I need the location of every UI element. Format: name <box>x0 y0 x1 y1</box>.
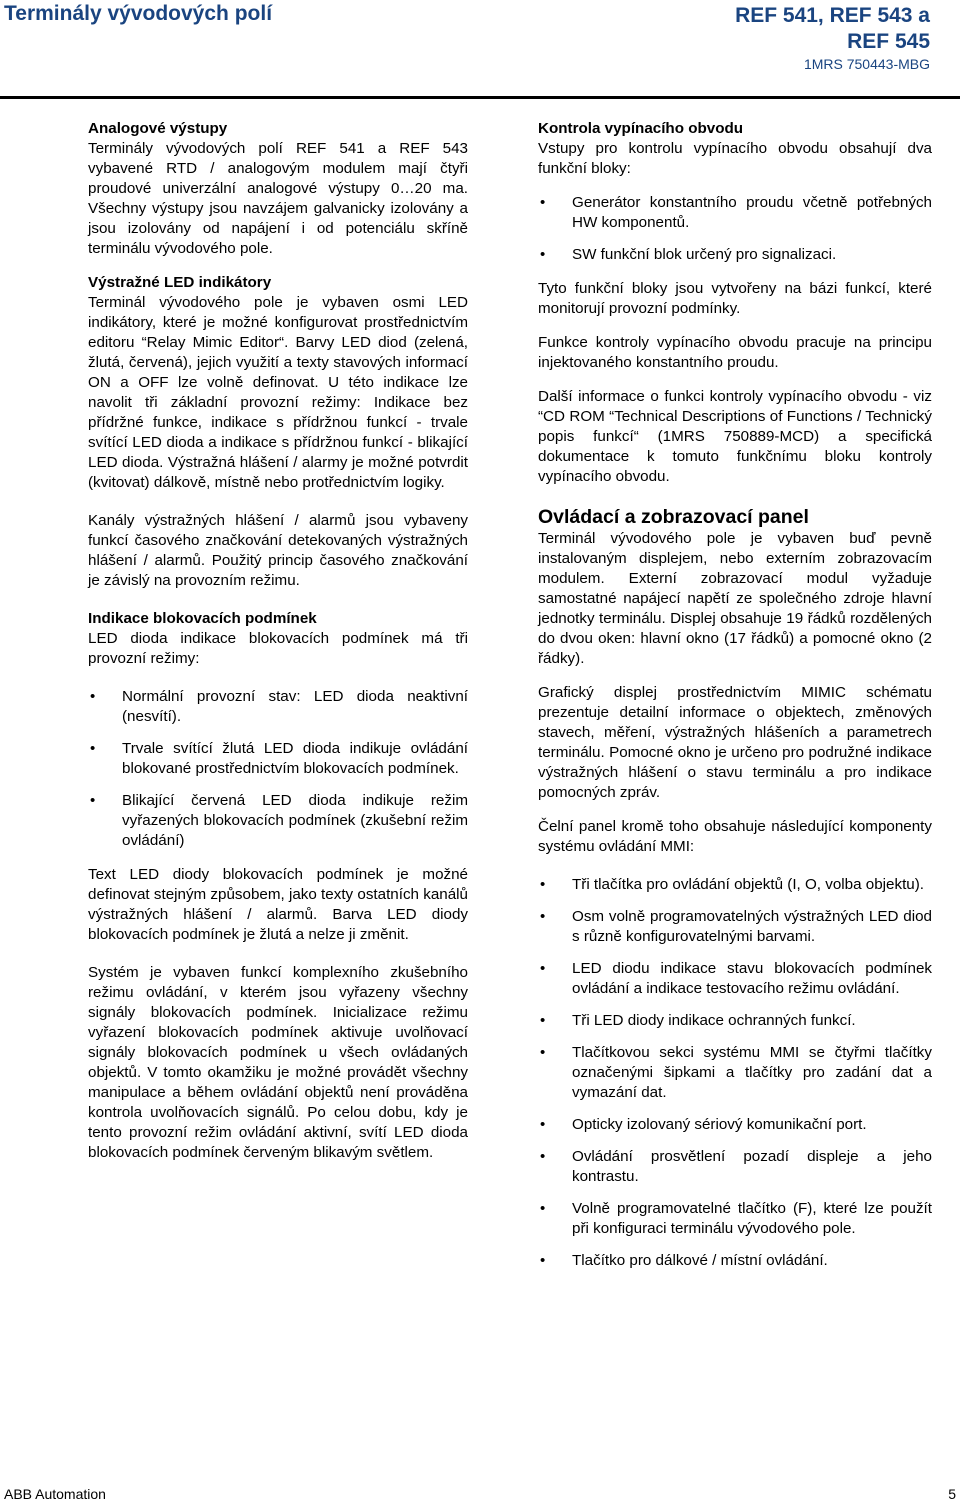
document-id: 1MRS 750443-MBG <box>803 56 930 72</box>
analog-outputs-heading: Analogové výstupy <box>88 120 228 137</box>
trip-circuit-list <box>538 193 932 265</box>
trip-circuit-text-3: Další informace o funkci kontroly vypínacího obvodu - viz “CD ROM “Technical Descriptions of Functions / Technický popis funkcí“ (1MRS 750889-MCD) a specifická dokumentace k tomuto funkčnímu bloku kontroly vypínacího obvodu. <box>538 388 932 485</box>
right-column <box>538 119 932 1285</box>
mmi-components-list <box>538 875 932 1271</box>
product-line-2: REF 545 <box>847 30 930 53</box>
list-item: • Trvale svítící žlutá LED dioda indikuje ovládání blokované prostřednictvím blokovacích podmínek. <box>88 739 468 779</box>
list-item: • Tlačítkovou sekci systému MMI se čtyřmi tlačítky označenými šipkami a tlačítky pro zadání dat a vymazání dat. <box>538 1043 932 1103</box>
panel-intro: Čelní panel kromě toho obsahuje následující komponenty systému ovládání MMI: <box>538 818 932 855</box>
list-item: • Opticky izolovaný sériový komunikační port. <box>538 1115 932 1135</box>
list-item: • Generátor konstantního proudu včetně potřebných HW komponentů. <box>538 193 932 233</box>
trip-circuit-heading: Kontrola vypínacího obvodu <box>538 120 744 137</box>
panel-text-2: Grafický displej prostřednictvím MIMIC schématu prezentuje detailní informace o objektech, změnových stavech, měření, výstražných hlášeních a parametrech terminálu. Pomocné okno je určeno pro podružné indikace výstražných hlášení o stavu terminálu a pro indikace pomocných zpráv. <box>538 684 932 801</box>
list-item: • Tři LED diody indikace ochranných funkcí. <box>538 1011 932 1031</box>
list-item: • Normální provozní stav: LED dioda neaktivní (nesvítí). <box>88 687 468 727</box>
list-item: • SW funkční blok určený pro signalizaci. <box>538 245 932 265</box>
test-mode-text: Systém je vybaven funkcí komplexního zkušebního režimu ovládání, v kterém jsou vyřazeny všechny signály blokovacích podmínek. Inicializace režimu vyřazení blokovacích podmínek aktivuje uvolňovací signály blokovacích podmínek u všech ovládaných objektů. V tomto okamžiku je možné provádět všechny manipulace a během ovládání objektů není prováděna kontrola uvolňovacích signálů. Po celou dobu, kdy je tento provozní režim ovládání aktivní, svítí LED dioda blokovacích podmínek červeným blikavým světlem. <box>88 964 468 1161</box>
blocking-intro: LED dioda indikace blokovacích podmínek má tři provozní režimy: <box>88 630 468 667</box>
header-divider <box>0 96 960 99</box>
list-item: • Ovládání prosvětlení pozadí displeje a jeho kontrastu. <box>538 1147 932 1187</box>
list-item: • LED diodu indikace stavu blokovacích podmínek ovládání a indikace testovacího režimu ovládání. <box>538 959 932 999</box>
panel-heading: Ovládací a zobrazovací panel <box>538 506 809 528</box>
led-indicators-text: Terminál vývodového pole je vybaven osmi LED indikátory, které je možné konfigurovat prostřednictvím editoru “Relay Mimic Editor“. Barvy LED diod (zelená, žlutá, červená), jejich využití a texty stavových informací ON a OFF lze volně definovat. U této indikace lze navolit tři základní provozní režimy: Indikace bez přídržné funkce, indikace s přídržnou funkcí - trvale svítící LED dioda a indikace s přídržnou funkcí - blikající LED dioda. Výstražná hlášení / alarmy je možné potvrdit (kvitovat) dálkově, místně nebo protřednictvím logiky. <box>88 294 468 491</box>
left-column <box>88 119 468 1177</box>
document-title: Terminály vývodových polí <box>4 2 273 25</box>
list-item: • Blikající červená LED dioda indikuje režim vyřazených blokovacích podmínek (zkušební režim ovládání) <box>88 791 468 851</box>
product-header <box>735 2 930 73</box>
list-item: • Tlačítko pro dálkové / místní ovládání. <box>538 1251 932 1271</box>
trip-circuit-text-2: Funkce kontroly vypínacího obvodu pracuje na principu injektovaného konstantního proudu. <box>538 334 932 371</box>
analog-outputs-text: Terminály vývodových polí REF 541 a REF 543 vybavené RTD / analogovým modulem mají čtyři proudové univerzální analogové výstupy 0…20 ma. Všechny výstupy jsou navzájem galvanicky izolovány a jsou izolovány od napájení i od potenciálu skříně terminálu vývodového pole. <box>88 140 468 257</box>
panel-text-1: Terminál vývodového pole je vybaven buď pevně instalovaným displejem, nebo externím zobrazovacím modulem. Externí zobrazovací modul vyžaduje samostatné napájecí napětí ze společného zdroje hlavní jednotky terminálu. Displej obsahuje 19 řádků rozdělených do dvou oken: hlavní okno (17 řádků) a pomocné okno (2 řádky). <box>538 530 932 667</box>
list-item: • Tři tlačítka pro ovládání objektů (I, O, volba objektu). <box>538 875 932 895</box>
list-item: • Osm volně programovatelných výstražných LED diod s různě konfigurovatelnými barvami. <box>538 907 932 947</box>
blocking-modes-list <box>88 687 468 851</box>
trip-circuit-intro: Vstupy pro kontrolu vypínacího obvodu obsahují dva funkční bloky: <box>538 140 932 177</box>
blocking-led-text: Text LED diody blokovacích podmínek je možné definovat stejným způsobem, jako texty ostatních kanálů výstražných hlášení / alarmů. Barva LED diody blokovacích podmínek je žlutá a nelze ji změnit. <box>88 866 468 943</box>
footer-company: ABB Automation <box>4 1486 106 1502</box>
list-item: • Volně programovatelné tlačítko (F), které lze použít při konfiguraci terminálu vývodového pole. <box>538 1199 932 1239</box>
trip-circuit-text-1: Tyto funkční bloky jsou vytvořeny na bázi funkcí, které monitorují provozní podmínky. <box>538 280 932 317</box>
page-number: 5 <box>948 1486 956 1502</box>
blocking-heading: Indikace blokovacích podmínek <box>88 610 317 627</box>
alarm-channels-text: Kanály výstražných hlášení / alarmů jsou vybaveny funkcí časového značkování detekovaných výstražných hlášení / alarmů. Použitý princip časového značkování je závislý na provozním režimu. <box>88 512 468 589</box>
product-line-1: REF 541, REF 543 a <box>735 4 930 27</box>
led-indicators-heading: Výstražné LED indikátory <box>88 274 272 291</box>
